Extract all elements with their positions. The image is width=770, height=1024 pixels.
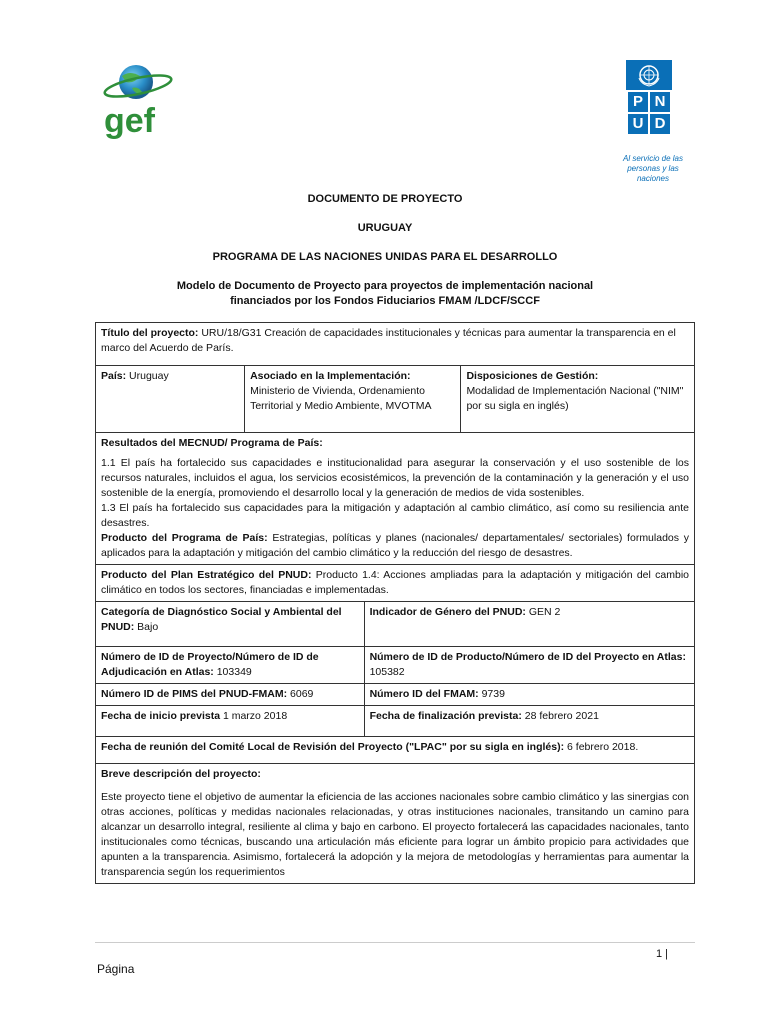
fmam-id-label: Número ID del FMAM: [369, 688, 479, 700]
un-emblem-icon [626, 60, 672, 90]
table-row [96, 737, 695, 764]
strategic-plan-cell [96, 565, 695, 602]
model-line-2: financiados por los Fondos Fiduciarios FMAM /LDCF/SCCF [230, 295, 540, 307]
end-date-label: Fecha de finalización prevista: [369, 710, 522, 722]
start-date-cell [96, 706, 365, 737]
atlas-id-label: Número de ID de Proyecto/Número de ID de Adjudicación en Atlas: [101, 651, 319, 678]
table-row [96, 647, 695, 684]
pnud-letter-d: D [650, 114, 670, 134]
pims-value: 6069 [287, 688, 314, 700]
product-label: Producto del Programa de País: [101, 532, 268, 544]
management-cell [461, 366, 695, 433]
pnud-logo [626, 60, 672, 136]
project-title-label: Título del proyecto: [101, 327, 199, 339]
table-row [96, 764, 695, 884]
footer-divider [95, 942, 695, 943]
end-date-cell [364, 706, 694, 737]
management-label: Disposiciones de Gestión: [466, 370, 599, 382]
model-line-1: Modelo de Documento de Proyecto para proyectos de implementación nacional [176, 280, 594, 292]
fmam-id-value: 9739 [478, 688, 505, 700]
results-label: Resultados del MECNUD/ Programa de País: [101, 437, 323, 449]
project-title-value: URU/18/G31 Creación de capacidades institucionales y técnicas para aumentar la transparencia en el marco del Acuerdo de París. [101, 327, 676, 354]
table-row [96, 684, 695, 706]
table-row [96, 565, 695, 602]
lpac-value: 6 febrero 2018. [564, 741, 639, 753]
partner-value: Ministerio de Vivienda, Ordenamiento Territorial y Medio Ambiente, MVOTMA [250, 385, 432, 412]
page-number: 1 | [656, 948, 669, 960]
brief-description-cell [96, 764, 695, 884]
gef-globe-icon [100, 60, 180, 140]
atlas-id-value: 103349 [213, 666, 252, 678]
product-value: Estrategias, políticas y planes (nacionales/ departamentales/ sectoriales) formulados y aplicados para la adaptación y mitigación del cambio climático y la reducción del riesgo de desastres. [101, 532, 689, 559]
partner-label: Asociado en la Implementación: [250, 370, 411, 382]
strategic-plan-label: Producto del Plan Estratégico del PNUD: [101, 569, 312, 581]
output-id-cell [364, 647, 694, 684]
country-label: País: [101, 370, 127, 382]
table-row [96, 706, 695, 737]
output-id-label: Número de ID de Producto/Número de ID del Proyecto en Atlas: [369, 651, 686, 663]
output-id-value: 105382 [369, 666, 405, 678]
gender-label: Indicador de Género del PNUD: [369, 606, 526, 618]
start-date-label: Fecha de inicio prevista [101, 710, 221, 722]
brief-description-label: Breve descripción del proyecto: [101, 768, 261, 780]
country-cell [96, 366, 245, 433]
result-1: 1.1 El país ha fortalecido sus capacidades e institucionalidad para asegurar la conservación y el uso sostenible de los recursos naturales, incluidos el agua, los servicios ecosistémicos, la prevención de la contaminación y la generación y el uso sostenible de la energía, promoviendo el desarrollo local y la generación de medios de vida sostenibles. [101, 457, 689, 499]
gef-logo-text: gef [104, 102, 155, 140]
pims-cell [96, 684, 365, 706]
pnud-tagline: Al servicio de las personas y las naciones [622, 154, 684, 183]
lpac-label: Fecha de reunión del Comité Local de Revisión del Proyecto ("LPAC" por su sigla en inglés): [101, 741, 565, 753]
social-category-value: Bajo [134, 621, 159, 633]
table-row [96, 433, 695, 565]
project-info-table [95, 322, 695, 884]
table-row [96, 323, 695, 366]
pnud-letter-p: P [628, 92, 648, 112]
start-date-value: 1 marzo 2018 [220, 710, 288, 722]
gender-cell [364, 602, 694, 647]
program-heading: PROGRAMA DE LAS NACIONES UNIDAS PARA EL DESARROLLO [212, 251, 558, 263]
end-date-value: 28 febrero 2021 [521, 710, 599, 722]
partner-cell [245, 366, 461, 433]
pims-label: Número ID de PIMS del PNUD-FMAM: [101, 688, 288, 700]
document-title: DOCUMENTO DE PROYECTO [307, 193, 463, 205]
table-row [96, 366, 695, 433]
pnud-letter-n: N [650, 92, 670, 112]
page-label: Página [97, 962, 135, 976]
results-cell [96, 433, 695, 565]
result-2: 1.3 El país ha fortalecido sus capacidades para la mitigación y adaptación al cambio climático, así como su resiliencia ante desastres. [101, 502, 689, 529]
social-category-label: Categoría de Diagnóstico Social y Ambiental del PNUD: [101, 606, 342, 633]
brief-description-value: Este proyecto tiene el objetivo de aumentar la eficiencia de las acciones nacionales sobre cambio climático y las sinergias con otras acciones, políticas y medidas nacionales relacionadas, y otras instituciones nacionales, transitando un camino para alcanzar un desarrollo integral, resiliente al clima y bajo en carbono. El proyecto fortalecerá las capacidades nacionales, tanto institucionales como técnicas, buscando una articulación más eficiente para lograr un ámbito propicio para actividades que apunten a la transparencia. Asimismo, fortalecerá la adopción y la mejora de metodologías y herramientas para aumentar la transparencia según los requerimientos [101, 791, 689, 878]
pnud-letter-u: U [628, 114, 648, 134]
fmam-id-cell [364, 684, 694, 706]
social-category-cell [96, 602, 365, 647]
gef-logo [100, 60, 180, 140]
management-value: Modalidad de Implementación Nacional ("NIM" por su sigla en inglés) [466, 385, 684, 412]
lpac-cell [96, 737, 695, 764]
project-title-cell [96, 323, 695, 366]
country-value: Uruguay [126, 370, 169, 382]
gender-value: GEN 2 [525, 606, 561, 618]
strategic-plan-value: Producto 1.4: Acciones ampliadas para la adaptación y mitigación del cambio climático en todos los sectores, financiadas e implementadas. [101, 569, 689, 596]
country-heading: URUGUAY [357, 222, 413, 234]
atlas-id-cell [96, 647, 365, 684]
table-row [96, 602, 695, 647]
